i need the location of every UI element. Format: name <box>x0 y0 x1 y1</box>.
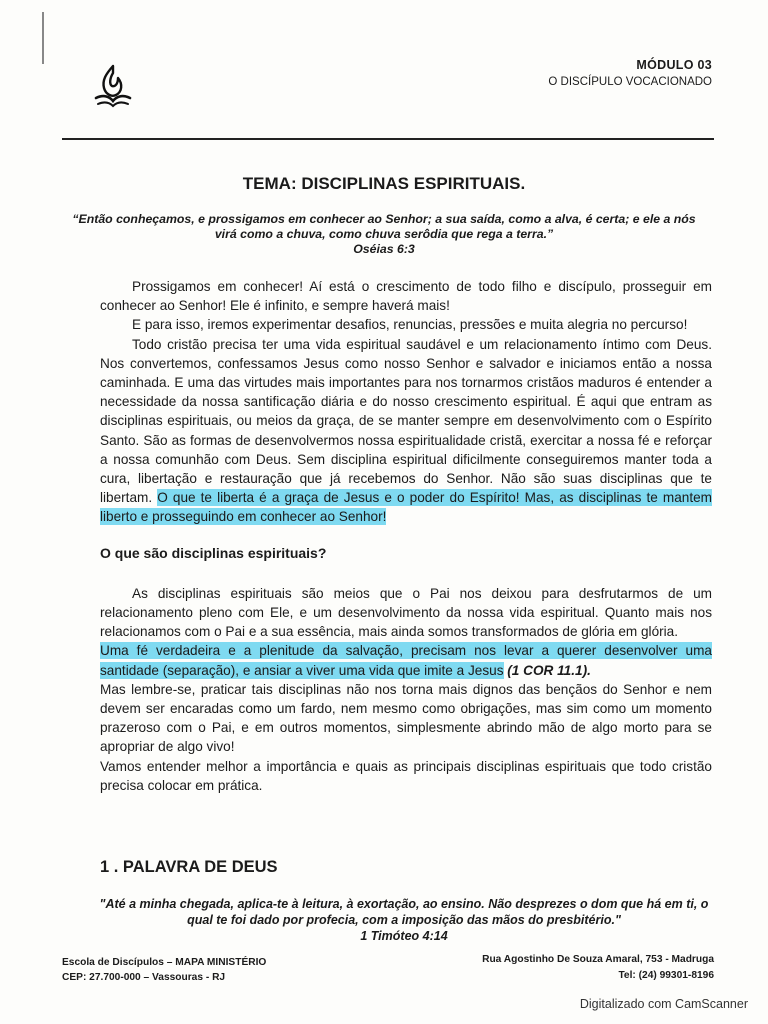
module-subtitle: O DISCÍPULO VOCACIONADO <box>548 76 712 88</box>
scan-mark <box>42 12 44 64</box>
opening-quote-text: “Então conheçamos, e prossigamos em conhecer ao Senhor; a sua saída, como a alva, é certa; e ele a nós virá como a chuva, como chuva serôdia que rega a terra.” <box>72 212 696 241</box>
section-title: 1 . PALAVRA DE DEUS <box>100 858 278 876</box>
theme-title: TEMA: DISCIPLINAS ESPIRITUAIS. <box>242 174 526 193</box>
paragraph-2: E para isso, iremos experimentar desafios, renuncias, pressões e muita alegria no percurso! <box>132 317 688 333</box>
paragraph-7: Vamos entender melhor a importância e quais as principais disciplinas espirituais que todo cristão precisa colocar em prática. <box>100 758 712 793</box>
paragraph-1: Prossigamos em conhecer! Aí está o crescimento de todo filho e discípulo, prosseguir em conhecer ao Senhor! Ele é infinito, e sempre haverá mais! <box>100 279 712 314</box>
opening-quote <box>60 212 708 257</box>
body-content <box>100 277 712 795</box>
highlighted-text: O que te liberta é a graça de Jesus e o poder do Espírito! Mas, as disciplinas te mantem liberto e prosseguindo em conhecer ao Senhor! <box>100 490 712 525</box>
scanner-watermark: Digitalizado com CamScanner <box>579 997 748 1011</box>
module-header <box>548 58 712 88</box>
flame-book-logo-icon <box>88 60 138 110</box>
footer-phone: Tel: (24) 99301-8196 <box>618 970 714 981</box>
footer-right <box>482 952 714 984</box>
paragraph-3 <box>100 335 712 527</box>
section-heading: O que são disciplinas espirituais? <box>100 544 327 561</box>
highlighted-text: Uma fé verdadeira e a plenitude da salvação, precisam nos levar a querer desenvolver uma santidade (separação), e ansiar a viver uma vida que imite a Jesus <box>100 643 712 678</box>
paragraph-6: Mas lembre-se, praticar tais disciplinas não nos torna mais dignos das bençãos do Senhor e nem devem ser encaradas como um fardo, nem mesmo como obrigações, mas sim como um momento prazeroso com o Pai, e em outros momentos, simplesmente abrindo mão de algo morto para se apropriar de algo vivo! <box>100 681 712 755</box>
footer-left <box>62 955 266 985</box>
footer-address: Rua Agostinho De Souza Amaral, 753 - Madruga <box>482 954 714 965</box>
footer-cep: CEP: 27.700-000 – Vassouras - RJ <box>62 972 226 983</box>
footer-org: Escola de Discípulos – MAPA MINISTÉRIO <box>62 957 267 968</box>
section-quote-ref: 1 Timóteo 4:14 <box>360 929 448 943</box>
paragraph-5 <box>100 641 712 679</box>
paragraph-4: As disciplinas espirituais são meios que o Pai nos deixou para desfrutarmos de um relacionamento pleno com Ele, e um desenvolvimento da nossa vida espiritual. Quanto mais nos relacionamos com o Pai e a sua essência, mais ainda somos transformados de glória em glória. <box>100 585 712 640</box>
paragraph-3-text: Todo cristão precisa ter uma vida espiritual saudável e um relacionamento íntimo com Deus. Nos convertemos, confessamos Jesus como nosso Senhor e salvador e iniciamos então a nossa caminhada. E uma das virtudes mais importantes para nos tornarmos cristãos maduros é entender a necessidade da nossa santificação diária e do nosso crescimento espiritual. É aqui que entram as disciplinas espirituais, ou meios da graça, de se manter sempre em desenvolvimento com o Espírito Santo. São as formas de desenvolvermos nossa espiritualidade cristã, exercitar a nossa fé e reforçar a nossa comunhão com Deus. Sem disciplina espiritual dificilmente conseguiremos manter toda a cura, libertação e restauração que já recebemos do Senhor. Não são suas disciplinas que te libertam. <box>100 336 712 506</box>
section-quote-text: "Até a minha chegada, aplica-te à leitura, à exortação, ao ensino. Não desprezes o dom que há em ti, o qual te foi dado por profecia, com a imposição das mãos do presbitério." <box>99 897 709 927</box>
section-quote <box>96 896 712 944</box>
module-number: MÓDULO 03 <box>636 58 712 72</box>
header-divider <box>62 138 714 140</box>
opening-quote-ref: Oséias 6:3 <box>353 242 415 256</box>
bible-reference: (1 COR 11.1). <box>507 662 591 678</box>
